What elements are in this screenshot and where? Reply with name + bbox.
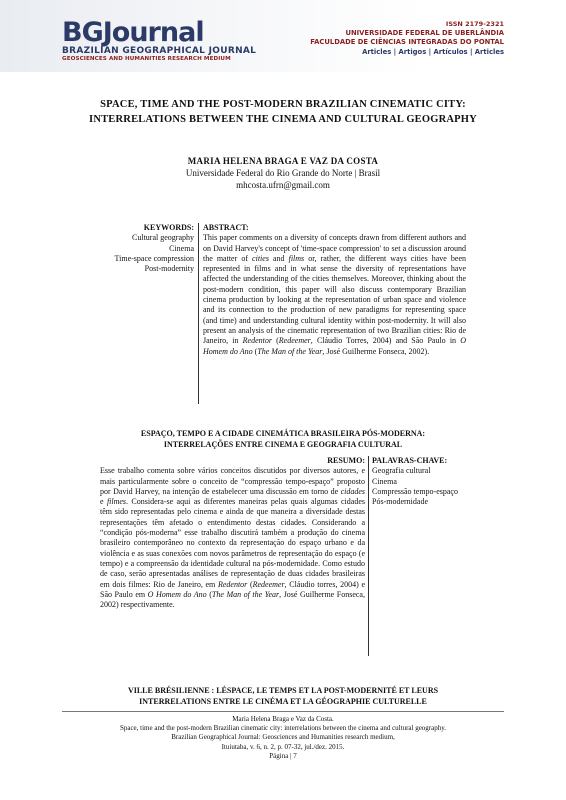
logo-tagline: GEOSCIENCES AND HUMANITIES RESEARCH MEDIUM [62, 56, 231, 62]
footer-title: Space, time and the post-modern Brazilian cinematic city: interrelations between the cinema and cultural geography. [119, 724, 447, 733]
header-right [310, 20, 504, 57]
french-title [40, 685, 526, 707]
author-name: MARIA HELENA BRAGA E VAZ DA COSTA [187, 156, 379, 166]
palavra-item: Geografia cultural [372, 466, 431, 476]
resumo-text: Esse trabalho comenta sobre vários conceitos discutidos por diversos autores, e mais particularmente sobre o conceito de “compressão tempo-espaço” proposto por David Harvey, na intenção de estabelecer uma discussão em torno de cidades e filmes. Considera-se aqui as diferentes maneiras pelas quais algumas cidades têm sido representadas pelo cinema e ainda de que maneira a diversidade destas representações têm afetado o entendimento destas cidades. Considerando a “condição pós-moderna” esse trabalho discutirá também a produção do cinema brasileiro contemporâneo no contexto da representação do espaço urbano e da violência e as suas conexões com novos parâmetros de representação do espaço (e tempo) e a compreensão da identidade cultural na pós-modernidade. Como estudo de caso, serão apresentadas análises de representação de duas cidades brasileiras em dois filmes: Rio de Janeiro, em Redentor (Redeemer, Cláudio torres, 2004) e São Paulo em O Homem do Ano (The Man of the Year, José Guilherme Fonseca, 2002) respectivamente. [100, 466, 366, 610]
palavra-item: Compressão tempo-espaço [372, 486, 458, 496]
keyword-item: Time-space compression [114, 253, 194, 263]
logo-main: BGJournal [62, 17, 204, 48]
resumo-block [100, 456, 365, 610]
title-line-2: INTERRELATIONS BETWEEN THE CINEMA AND CULTURAL GEOGRAPHY [89, 114, 477, 125]
fr-title-line-2: INTERRELATIONS ENTRE LE CINÉMA ET LA GÉOGRAPHIE CULTURELLE [139, 697, 427, 706]
abstract-block [203, 223, 466, 357]
abstract-divider [198, 223, 199, 404]
footer-journal: Brazilian Geographical Journal: Geosciences and Humanities research medium, [171, 733, 395, 742]
keyword-item: Post-modernity [144, 264, 194, 274]
footer-citation: Ituiutaba, v. 6, n. 2, p. 07-32, jul./dez. 2015. [221, 742, 345, 751]
title-line-1: SPACE, TIME AND THE POST-MODERN BRAZILIAN CINEMATIC CITY: [100, 99, 466, 110]
keywords-block [100, 223, 194, 274]
portuguese-title [40, 428, 526, 450]
palavras-label: PALAVRAS-CHAVE: [372, 456, 448, 465]
footer-author: Maria Helena Braga e Vaz da Costa. [232, 715, 334, 723]
palavra-item: Pós-modernidade [372, 497, 428, 507]
keywords-label: KEYWORDS: [143, 223, 194, 232]
keyword-item: Cultural geography [132, 233, 194, 243]
palavras-chave-block [372, 456, 472, 507]
author-affiliation: Universidade Federal do Rio Grande do Norte | Brasil [185, 168, 381, 178]
abstract-text: This paper comments on a diversity of concepts drawn from different authors and on David Harvey's concept of 'time-space compression' to set a discussion around the matter of cities and films or, rather, the different ways cities have been represented in films and in what sense the diversity of representations have affected the understanding of the cities themselves. Moreover, thinking about the post-modern condition, this paper will also discuss contemporary Brazilian cinema production by looking at the representation of urban space and violence and its connection to the production of new paradigms for representing space (and time) and understanding cultural identity within post-modernity. It will also present an analysis of the cinematic representation of two Brazilian cities: Rio de Janeiro, in Redentor (Redeemer, Cláudio Torres, 2004) and São Paulo in O Homem do Ano (The Man of the Year, José Guilherme Fonseca, 2002). [203, 233, 466, 356]
footer-divider [62, 711, 504, 712]
article-types: Articles | Artigos | Artículos | Articles [362, 48, 504, 56]
logo-subtitle: BRAZILIAN GEOGRAPHICAL JOURNAL [62, 46, 257, 56]
resumo-divider [368, 456, 369, 656]
journal-logo [62, 17, 257, 63]
palavra-item: Cinema [372, 476, 397, 486]
page-number: Página | 7 [269, 751, 297, 760]
issn: ISSN 2179-2321 [445, 20, 504, 28]
pt-title-line-2: INTERRELAÇÕES ENTRE CINEMA E GEOGRAFIA CULTURAL [163, 440, 403, 449]
author-block [40, 155, 526, 191]
university-name: UNIVERSIDADE FEDERAL DE UBERLÂNDIA [345, 29, 504, 37]
abstract-label: ABSTRACT: [203, 223, 249, 232]
resumo-label: RESUMO: [327, 456, 365, 465]
keyword-item: Cinema [169, 243, 194, 253]
fr-title-line-1: VILLE BRÉSILIENNE : LÉSPACE, LE TEMPS ET LA POST-MODERNITÉ ET LEURS [127, 686, 439, 695]
footer [40, 715, 526, 761]
pt-title-line-1: ESPAÇO, TEMPO E A CIDADE CINEMÁTICA BRASILEIRA PÓS-MODERNA: [140, 429, 426, 438]
author-email: mhcosta.ufrn@gmail.com [236, 180, 330, 190]
article-title [40, 97, 526, 127]
faculty-name: FACULDADE DE CIÊNCIAS INTEGRADAS DO PONTAL [310, 38, 504, 46]
